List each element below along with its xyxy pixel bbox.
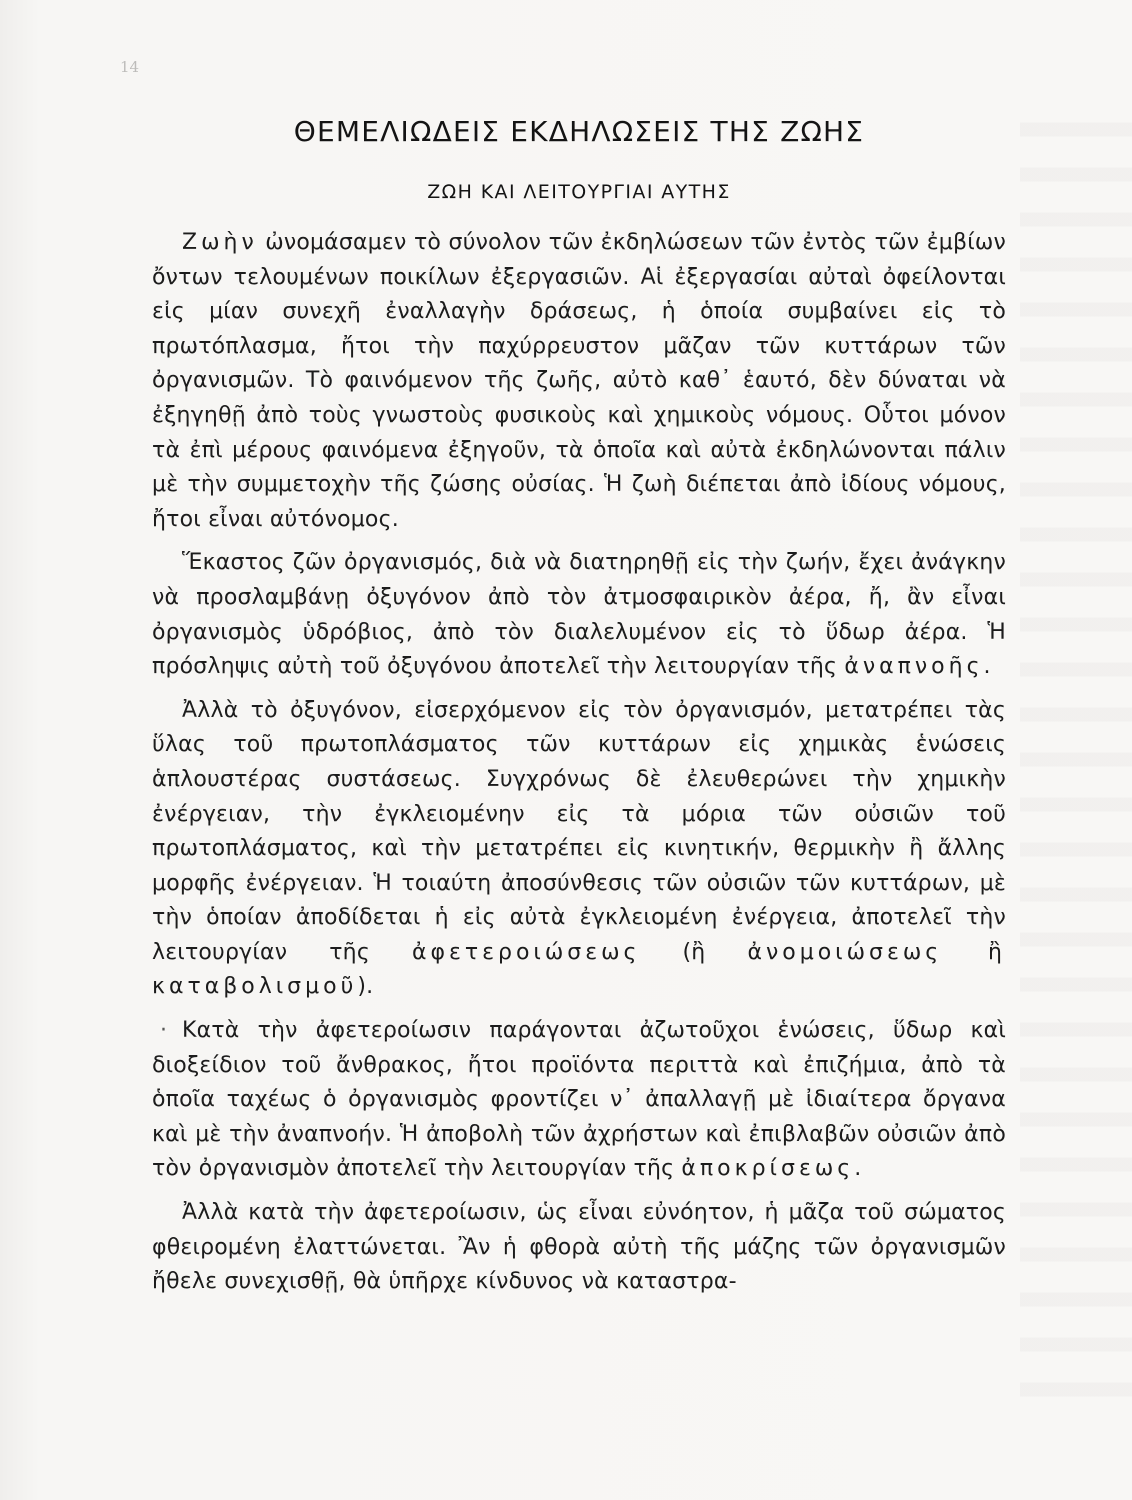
paragraph [152, 546, 1006, 684]
paragraph: · Κατὰ τὴν ἀφετεροίωσιν παράγονται ἀζωτοῦχοι ἑνώσεις, ὕδωρ καὶ διοξείδιον τοῦ ἄνθρακος, ἤτοι προϊόντα περιττὰ καὶ ἐπιζήμια, ἀπὸ τὰ ὁποῖα ταχέως ὁ ὀργανισμὸς φροντίζει ν᾿ ἀπαλλαγῇ μὲ ἰδιαίτερα ὄργανα καὶ μὲ τὴν ἀναπνοήν. Ἡ ἀποβολὴ τῶν ἀχρήστων καὶ ἐπιβλαβῶν οὐσιῶν ἀπὸ τὸν ὀργανισμὸν ἀποτελεῖ τὴν λειτουργίαν τῆς ἀποκρίσεως. [152, 1018, 1006, 1182]
page-number: 14 [120, 58, 140, 76]
paragraph-text-tail: . [854, 1156, 862, 1182]
chapter-title: ΘΕΜΕΛΙΩΔΕΙΣ ΕΚΔΗΛΩΣΕΙΣ ΤΗΣ ΖΩΗΣ [293, 115, 865, 148]
paragraph-text: ὠνομάσαμεν τὸ σύνολον τῶν ἐκδηλώσεων τῶν ἐντὸς τῶν ἐμβίων ὄντων τελουμένων ποικίλων ἐξεργασιῶν. Αἱ ἐξεργασίαι αὐταὶ ὀφείλονται εἰς μίαν συνεχῆ ἐναλλαγὴν δράσεως, ἡ ὁποία συμβαίνει εἰς τὸ πρωτόπλασμα, ἤτοι τὴν παχύρρευστον μᾶζαν τῶν κυττάρων τῶν ὀργανισμῶν. Τὸ φαινόμενον τῆς ζωῆς, αὐτὸ καθ᾿ ἑαυτό, δὲν δύναται νὰ ἐξηγηθῇ ἀπὸ τοὺς γνωστοὺς φυσικοὺς καὶ χημικοὺς νόμους. Οὗτοι μόνον τὰ ἐπὶ μέρους φαινόμενα ἐξηγοῦν, τὰ ὁποῖα καὶ αὐτὰ ἐκδηλώνονται πάλιν μὲ τὴν συμμετοχὴν τῆς ζώσης οὐσίας. Ἡ ζωὴ διέπεται ἀπὸ ἰδίους νόμους, ἤτοι εἶναι αὐτόνομος. [152, 230, 1006, 532]
paragraph-text: Κατὰ τὴν ἀφετεροίωσιν παράγονται ἀζωτοῦχοι ἑνώσεις, ὕδωρ καὶ διοξείδιον τοῦ ἄνθρακος, ἤτοι προϊόντα περιττὰ καὶ ἐπιζήμια, ἀπὸ τὰ ὁποῖα ταχέως ὁ ὀργανισμὸς φροντίζει ν᾿ ἀπαλλαγῇ μὲ ἰδιαίτερα ὄργανα καὶ μὲ τὴν ἀναπνοήν. Ἡ ἀποβολὴ τῶν ἀχρήστων καὶ ἐπιβλαβῶν οὐσιῶν ἀπὸ τὸν ὀργανισμὸν ἀποτελεῖ τὴν λειτουργίαν τῆς [152, 1018, 1006, 1182]
paragraph [152, 1196, 1006, 1300]
spaced-term: ἀφετεροιώσεως [411, 939, 641, 965]
spaced-term: ἀποκρίσεως [681, 1156, 855, 1182]
spaced-term: Ζωὴν [182, 230, 258, 255]
section-subtitle: ΖΩΗ ΚΑΙ ΛΕΙΤΟΥΡΓΙΑΙ ΑΥΤΗΣ [427, 181, 731, 203]
paragraph-text-tail: ). [357, 974, 374, 1000]
spaced-term: ἀναπνοῆς [844, 654, 984, 680]
text-block [152, 112, 1006, 1309]
paragraph [152, 694, 1006, 1005]
paragraph-text: Ἕκαστος ζῶν ὀργανισμός, διὰ νὰ διατηρηθῇ εἰς τὴν ζωήν, ἔχει ἀνάγκην νὰ προσλαμβάνῃ ὀξυγόνον ἀπὸ τὸν ἀτμοσφαιρικὸν ἀέρα, ἤ, ἂν εἶναι ὀργανισμὸς ὑδρόβιος, ἀπὸ τὸν διαλελυμένον εἰς τὸ ὕδωρ ἀέρα. Ἡ πρόσληψις αὐτὴ τοῦ ὀξυγόνου ἀποτελεῖ τὴν λειτουργίαν τῆς [152, 550, 1006, 680]
paragraph-text-tail: . [983, 654, 991, 680]
paragraph-text-mid: (ἢ [640, 939, 748, 965]
body-text [152, 226, 1006, 1300]
paragraph-text: Ἀλλὰ κατὰ τὴν ἀφετεροίωσιν, ὡς εἶναι εὐνόητον, ἡ μᾶζα τοῦ σώματος φθειρομένη ἐλαττώνεται. Ἂν ἡ φθορὰ αὐτὴ τῆς μάζης τῶν ὀργανισμῶν ἤθελε συνεχισθῇ, θὰ ὑπῆρχε κίνδυνος νὰ καταστρα- [152, 1200, 1006, 1295]
paragraph-text: Ἀλλὰ τὸ ὀξυγόνον, εἰσερχόμενον εἰς τὸν ὀργανισμόν, μετατρέπει τὰς ὕλας τοῦ πρωτοπλάσματος τῶν κυττάρων εἰς χημικὰς ἑνώσεις ἁπλουστέρας συστάσεως. Συγχρόνως δὲ ἐλευθερώνει τὴν χημικὴν ἐνέργειαν, τὴν ἐγκλειομένην εἰς τὰ μόρια τῶν οὐσιῶν τοῦ πρωτοπλάσματος, καὶ τὴν μετατρέπει εἰς κινητικήν, θερμικὴν ἢ ἄλλης μορφῆς ἐνέργειαν. Ἡ τοιαύτη ἀποσύνθεσις τῶν οὐσιῶν τῶν κυττάρων, μὲ τὴν ὁποίαν ἀποδίδεται ἡ εἰς αὐτὰ ἐγκλειομένη ἐνέργεια, ἀποτελεῖ τὴν λειτουργίαν τῆς [152, 697, 1006, 965]
spaced-term: ἀνομοιώσεως ἢ καταβολισμοῦ [152, 939, 1006, 1000]
show-through-from-reverse-page [1020, 100, 1132, 1420]
paragraph [152, 226, 1006, 537]
